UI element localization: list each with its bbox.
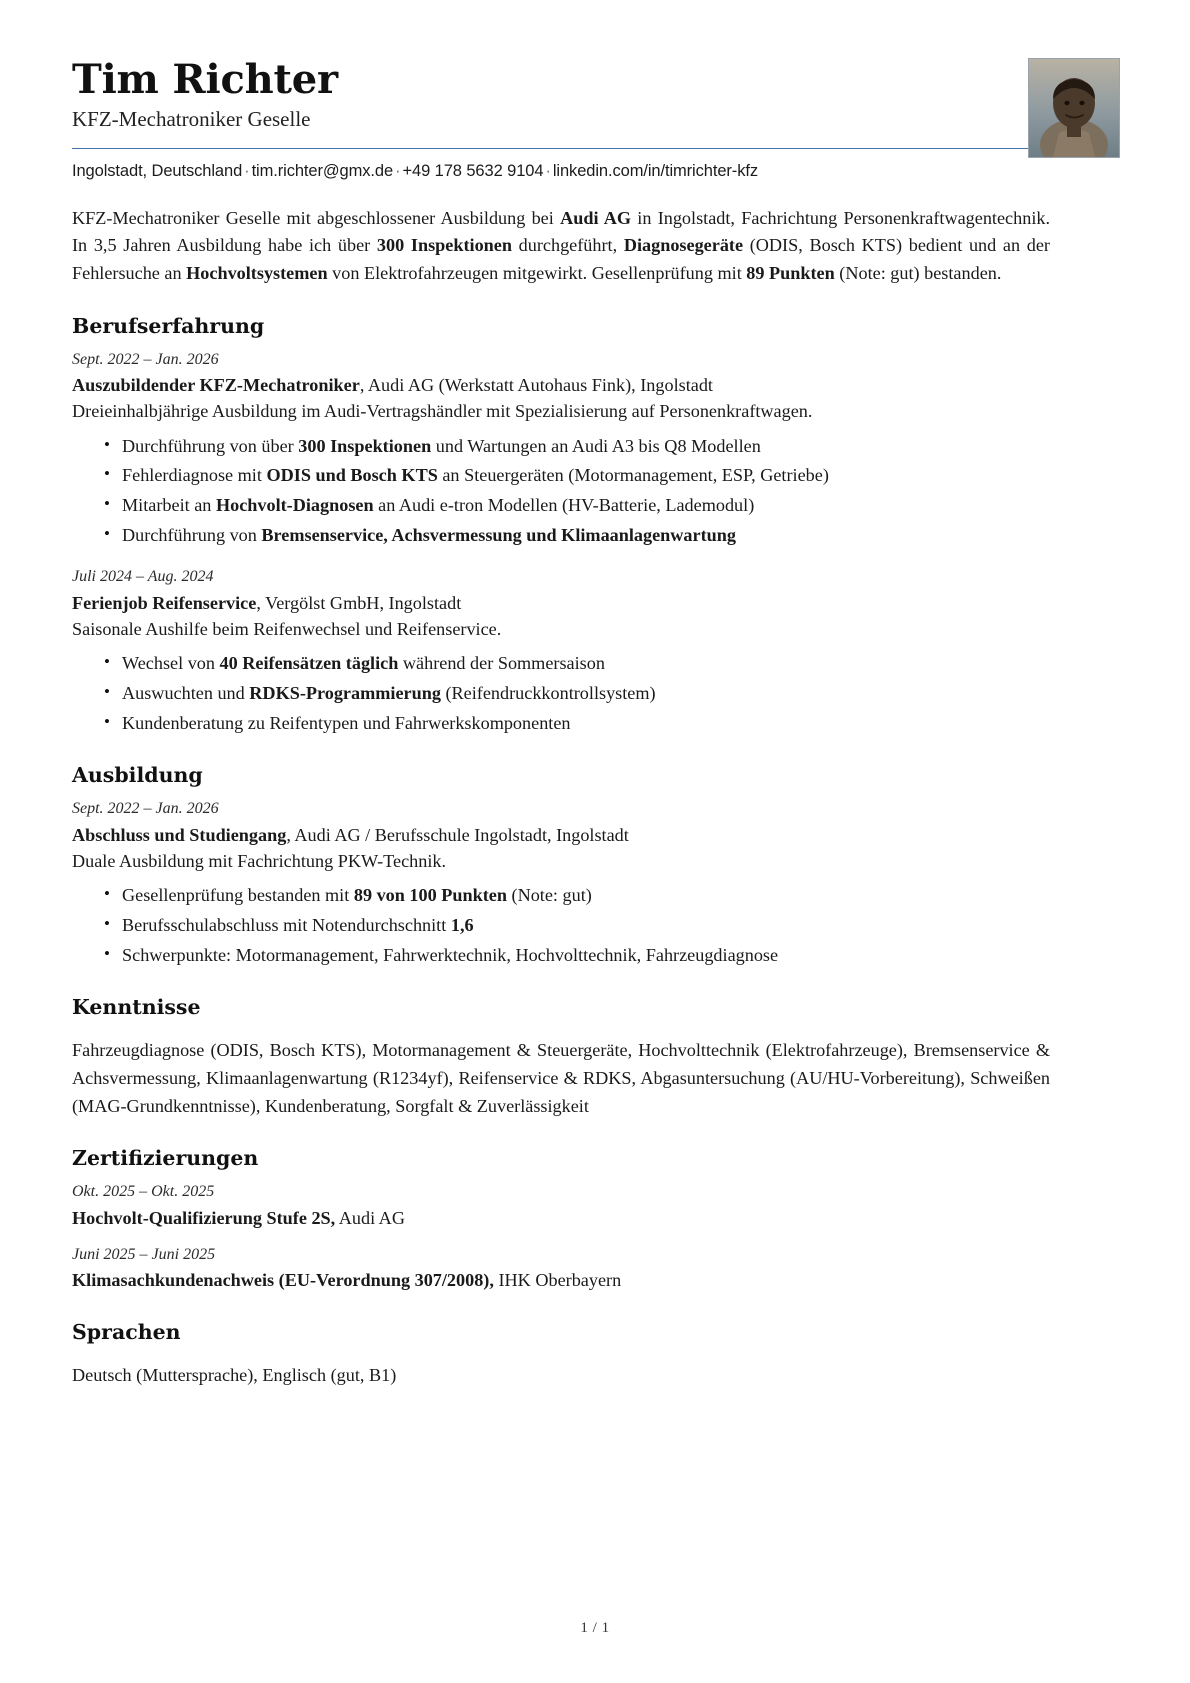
- entry-title: [72, 590, 1050, 616]
- resume-header: [72, 58, 1050, 183]
- section-title-languages: Sprachen: [72, 1319, 181, 1344]
- certification-title: [72, 1267, 1050, 1293]
- entry-company: , Audi AG (Werkstatt Autohaus Fink), Ingolstadt: [359, 374, 713, 395]
- emphasis: ODIS und Bosch KTS: [266, 465, 438, 486]
- entry-role: Ferienjob Reifenservice: [72, 592, 257, 613]
- certification-date: Okt. 2025 – Okt. 2025: [72, 1183, 215, 1201]
- resume-entry: [72, 565, 1050, 737]
- contact-phone[interactable]: +49 178 5632 9104: [402, 162, 544, 181]
- emphasis: RDKS-Programmierung: [249, 683, 441, 703]
- profile-photo-icon: [1029, 59, 1119, 157]
- section-title-experience: Berufserfahrung: [72, 313, 265, 338]
- page-title: Tim Richter: [72, 56, 338, 103]
- entry-description: Saisonale Aushilfe beim Reifenwechsel und Reifenservice.: [72, 618, 502, 639]
- certification-name: Hochvolt-Qualifizierung Stufe 2S,: [72, 1207, 336, 1228]
- emphasis: Hochvoltsystemen: [186, 263, 328, 284]
- entry-date: Sept. 2022 – Jan. 2026: [72, 350, 219, 368]
- certification-entry: [72, 1180, 1050, 1231]
- entry-date: Sept. 2022 – Jan. 2026: [72, 800, 219, 818]
- emphasis: Hochvolt-Diagnosen: [215, 495, 374, 516]
- certification-title: [72, 1205, 1050, 1231]
- professional-summary: KFZ-Mechatroniker Geselle mit abgeschlossener Ausbildung bei Audi AG in Ingolstadt, Fachrichtung Personenkraftwagentechnik. In 3,5 Jahren Ausbildung habe ich über 300 Inspektionen durchgeführt, Diagnosegeräte (ODIS, Bosch KTS) bedient und an der Fehlersuche an Hochvoltsystemen von Elektrofahrzeugen mitgewirkt. Gesellenprüfung mit 89 Punkten (Note: gut) bestanden.: [72, 207, 1051, 284]
- resume-entry: [72, 797, 1050, 969]
- emphasis: 40 Reifensätzen täglich: [219, 653, 399, 674]
- certification-issuer: IHK Oberbayern: [493, 1270, 622, 1291]
- section-certifications: [72, 1146, 1050, 1293]
- emphasis: Audi AG: [560, 207, 632, 228]
- page-footer: 1 / 1: [580, 1620, 610, 1636]
- section-title-certifications: Zertifizierungen: [72, 1146, 259, 1171]
- header-divider: [72, 148, 1050, 149]
- certification-name: Klimasachkundenachweis (EU-Verordnung 307/2008),: [72, 1270, 494, 1291]
- entry-bullet-list: [72, 433, 1050, 550]
- entry-company: , Audi AG / Berufsschule Ingolstadt, Ingolstadt: [286, 824, 629, 845]
- list-item: • Mitarbeit an Hochvolt-Diagnosen an Audi e-tron Modellen (HV-Batterie, Lademodul): [102, 492, 1050, 520]
- entry-description: Dreieinhalbjährige Ausbildung im Audi-Vertragshändler mit Spezialisierung auf Personenkraftwagen.: [72, 401, 813, 422]
- entry-bullet-list: [72, 882, 1050, 969]
- certification-entries: [72, 1180, 1050, 1293]
- certification-issuer: Audi AG: [335, 1207, 405, 1228]
- contact-linkedin[interactable]: linkedin.com/in/timrichter-kfz: [552, 162, 758, 181]
- languages-text: Deutsch (Muttersprache), Englisch (gut, B1): [72, 1364, 397, 1385]
- list-item: • Durchführung von über 300 Inspektionen und Wartungen an Audi A3 bis Q8 Modellen: [102, 433, 1050, 461]
- emphasis: 89 von 100 Punkten: [353, 885, 507, 906]
- list-item: • Gesellenprüfung bestanden mit 89 von 100 Punkten (Note: gut): [102, 882, 1050, 910]
- education-entries: [72, 797, 1050, 969]
- entry-role: Auszubildender KFZ-Mechatroniker: [72, 374, 360, 395]
- section-title-education: Ausbildung: [72, 763, 203, 788]
- list-item: • Wechsel von 40 Reifensätzen täglich während der Sommersaison: [102, 650, 1050, 678]
- section-education: [72, 763, 1050, 969]
- list-item: • Berufsschulabschluss mit Notendurchschnitt 1,6: [102, 912, 1050, 940]
- skills-text: Fahrzeugdiagnose (ODIS, Bosch KTS), Motormanagement & Steuergeräte, Hochvolttechnik (Elektrofahrzeuge), Bremsenservice & Achsvermessung, Klimaanlagenwartung (R1234yf), Reifenservice & RDKS, Abgasuntersuchung (AU/HU-Vorbereitung), Schweißen (MAG-Grundkenntnisse), Kundenberatung, Sorgfalt & Zuverlässigkeit: [72, 1040, 1050, 1116]
- entry-title: [72, 822, 1050, 848]
- contact-email[interactable]: tim.richter@gmx.de: [251, 162, 394, 181]
- entry-role: Abschluss und Studiengang: [72, 824, 287, 845]
- entry-bullet-list: [72, 650, 1050, 737]
- entry-company: , Vergölst GmbH, Ingolstadt: [256, 592, 462, 613]
- section-languages: [72, 1320, 1050, 1390]
- list-item: • Schwerpunkte: Motormanagement, Fahrwerktechnik, Hochvolttechnik, Fahrzeugdiagnose: [102, 942, 1050, 970]
- emphasis: 300 Inspektionen: [376, 235, 512, 256]
- list-item: • Auswuchten und RDKS-Programmierung (Reifendruckkontrollsystem): [102, 680, 1050, 708]
- contact-separator: ·: [545, 162, 551, 181]
- list-item: • Durchführung von Bremsenservice, Achsvermessung und Klimaanlagenwartung: [102, 522, 1050, 550]
- experience-entries: [72, 348, 1050, 738]
- professional-headline: KFZ-Mechatroniker Geselle: [72, 107, 311, 132]
- emphasis: 1,6: [450, 914, 474, 935]
- entry-title: [72, 372, 1050, 398]
- emphasis: 300 Inspektionen: [298, 435, 432, 456]
- contact-separator: ·: [244, 162, 250, 181]
- contact-location: Ingolstadt, Deutschland: [72, 162, 243, 181]
- section-skills: [72, 995, 1050, 1120]
- emphasis: Bremsenservice, Achsvermessung und Klimaanlagenwartung: [261, 524, 736, 545]
- section-title-skills: Kenntnisse: [72, 995, 201, 1020]
- list-item: • Fehlerdiagnose mit ODIS und Bosch KTS an Steuergeräten (Motormanagement, ESP, Getriebe): [102, 462, 1050, 490]
- list-item: • Kundenberatung zu Reifentypen und Fahrwerkskomponenten: [102, 710, 1050, 738]
- certification-date: Juni 2025 – Juni 2025: [72, 1245, 216, 1263]
- emphasis: Diagnosegeräte: [623, 235, 744, 256]
- certification-entry: [72, 1243, 1050, 1294]
- contact-line: [72, 161, 1050, 182]
- entry-date: Juli 2024 – Aug. 2024: [72, 568, 214, 586]
- contact-separator: ·: [395, 162, 401, 181]
- avatar: [1028, 58, 1120, 158]
- resume-entry: [72, 348, 1050, 550]
- section-experience: [72, 314, 1050, 738]
- entry-description: Duale Ausbildung mit Fachrichtung PKW-Technik.: [72, 850, 447, 871]
- emphasis: 89 Punkten: [746, 263, 835, 284]
